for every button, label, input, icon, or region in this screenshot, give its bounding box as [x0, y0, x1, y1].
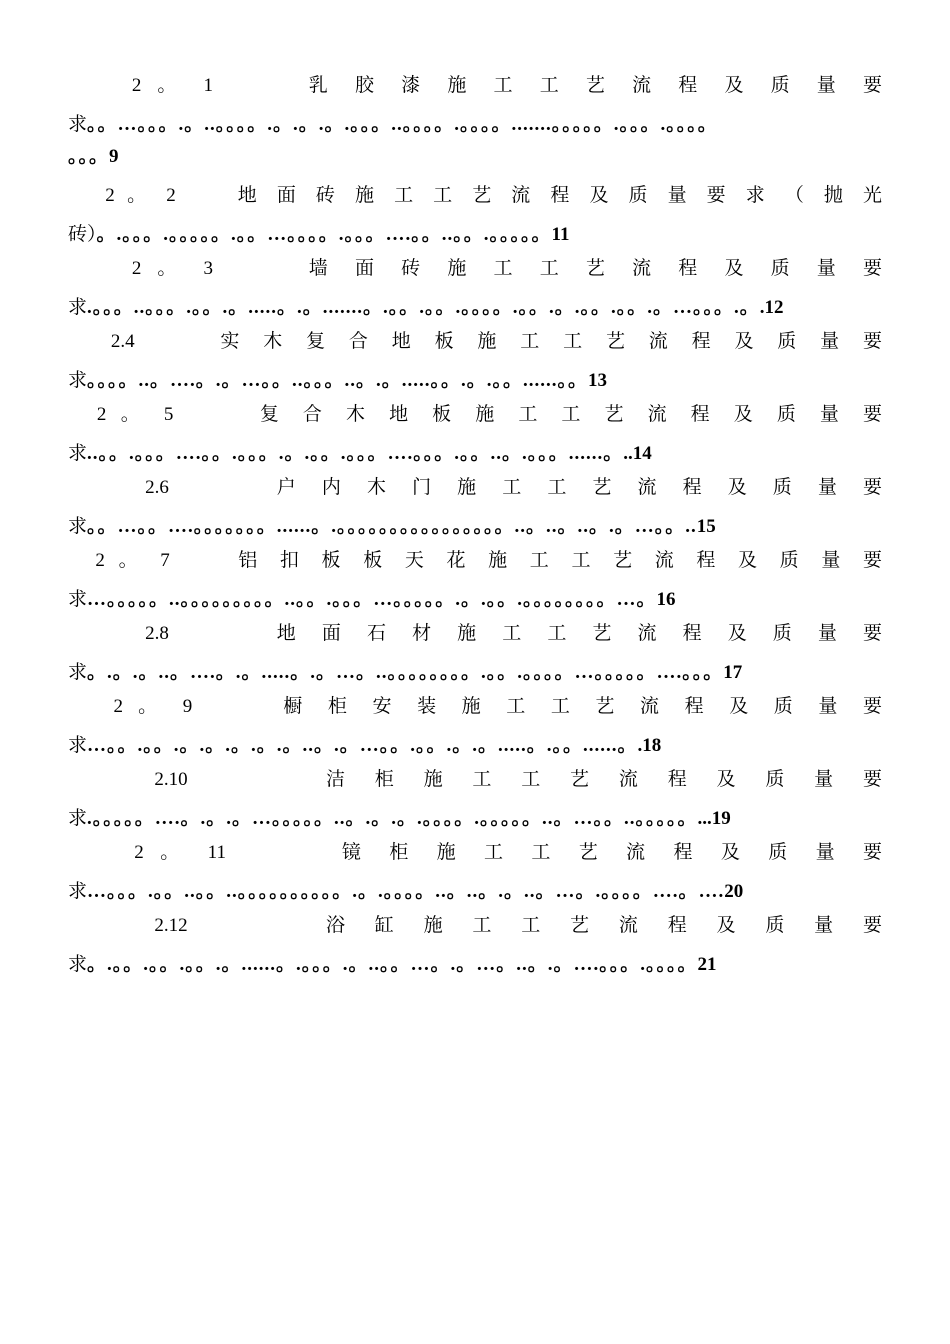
- toc-entry[interactable]: [68, 765, 882, 834]
- toc-leader-lead: 求: [68, 662, 88, 683]
- toc-entry-leader: [68, 658, 882, 688]
- toc-entry[interactable]: [68, 181, 882, 250]
- toc-entry-title: 2.4 实 木 复 合 地 板 施 工 工 艺 流 程 及 质 量 要: [68, 331, 882, 352]
- toc-entry-leader: [68, 110, 882, 140]
- toc-leader-lead: 求: [68, 114, 88, 135]
- toc-entry[interactable]: [68, 400, 882, 469]
- toc-leader-lead: 求: [68, 589, 88, 610]
- toc-entry-leader: [68, 731, 882, 761]
- toc-entry-leader: [68, 877, 882, 907]
- toc-entry-leader: [68, 220, 882, 250]
- toc-leader-dots: 。.。。.。。.。。.。......。.。。。.。..。。…。.。…。..。.。….。。。.。。。。: [87, 954, 698, 975]
- toc-page-number: 21: [697, 954, 717, 975]
- toc-entry-leader: [68, 585, 882, 615]
- toc-entry-title: 2 。 3 墙 面 砖 施 工 工 艺 流 程 及 质 量 要: [68, 258, 882, 279]
- toc-leader-lead: 求: [68, 370, 88, 391]
- toc-entry[interactable]: [68, 838, 882, 907]
- toc-page-number: 20: [724, 881, 744, 902]
- toc-entry-leader: [68, 439, 882, 469]
- toc-page-number: 15: [696, 516, 716, 537]
- toc-leader-lead: 求: [68, 735, 88, 756]
- toc-entry-title: 2.12 浴 缸 施 工 工 艺 流 程 及 质 量 要: [68, 915, 882, 936]
- toc-leader-dots: 。.。.。..。….。.。.....。.。…。..。。。。。。。。.。。.。。。。…。。。。。….。。。: [87, 662, 724, 683]
- toc-page-number: 11: [551, 224, 570, 245]
- toc-entry[interactable]: [68, 619, 882, 688]
- toc-leader-dots: …。。.。。.。.。.。.。.。..。.。…。。.。。.。.。.....。.。。......。: [87, 735, 638, 756]
- toc-entry[interactable]: [68, 473, 882, 542]
- toc-entry[interactable]: [68, 71, 882, 172]
- toc-entry[interactable]: [68, 911, 882, 980]
- toc-page-number: ..14: [623, 443, 652, 464]
- toc-entry-leader: [68, 804, 882, 834]
- toc-leader-dots: 。.。。。.。。。。。.。。…。。。。.。。。….。。..。。.。。。。。: [96, 224, 552, 245]
- toc-page-number: .18: [637, 735, 662, 756]
- toc-leader-dots: 。。。。..。….。.。…。。..。。。..。.。.....。。.。.。。......。。: [87, 370, 589, 391]
- toc-entry-title: 2.6 户 内 木 门 施 工 工 艺 流 程 及 质 量 要: [68, 477, 882, 498]
- toc-leader-dots: …。。。。。..。。。。。。。。。..。。.。。。…。。。。。.。.。。.。。。。。。。。…。: [87, 589, 657, 610]
- toc-entry-title: 2 。 11 镜 柜 施 工 工 艺 流 程 及 质 量 要: [68, 842, 882, 863]
- toc-entry[interactable]: [68, 254, 882, 323]
- toc-entry-title: 2 。 9 橱 柜 安 装 施 工 工 艺 流 程 及 质 量 要: [68, 696, 882, 717]
- toc-leader-dots: ..。。.。。。….。。.。。。.。.。。.。。。….。。。.。。..。.。。。......。: [87, 443, 624, 464]
- toc-leader-dots: .。。。..。。。.。。.。.....。.。.......。.。。.。。.。。。。.。。.。.。。.。。.。…。。。.。: [87, 297, 760, 318]
- toc-entry-title: 2.10 洁 柜 施 工 工 艺 流 程 及 质 量 要: [68, 769, 882, 790]
- toc-leader-dots: .。。。。。….。.。.。…。。。。。..。.。.。.。。。。.。。。。。..。…。。..。。。。。: [87, 808, 698, 829]
- toc-page-number: 17: [723, 662, 743, 683]
- toc-leader-lead: 砖）: [68, 224, 97, 245]
- toc-page-number: 9: [109, 146, 119, 167]
- toc-leader-lead: 求: [68, 516, 88, 537]
- toc-leader-lead: 求: [68, 954, 88, 975]
- toc-entry-leader-continued: [68, 142, 882, 172]
- toc-leader-dots: 。。…。。。.。..。。。。.。.。.。.。。。..。。。。.。。。。.......。。。。。.。。。.。。。。: [87, 114, 718, 135]
- toc-entry-leader: [68, 950, 882, 980]
- toc-entry[interactable]: [68, 692, 882, 761]
- toc-leader-dots: 。。…。。….。。。。。。。......。.。。。。。。。。。。。。。。。。..。..。..。.。…。。..: [87, 516, 697, 537]
- toc-page-number: 16: [656, 589, 676, 610]
- toc-leader-lead: 求: [68, 443, 88, 464]
- toc-page-number: ...19: [697, 808, 731, 829]
- toc-entry-title: 2 。 7 铝 扣 板 板 天 花 施 工 工 艺 流 程 及 质 量 要: [68, 550, 882, 571]
- toc-entry-title: 2 。 1 乳 胶 漆 施 工 工 艺 流 程 及 质 量 要: [68, 75, 882, 96]
- toc-leader-lead: 求: [68, 808, 88, 829]
- toc-page-number: .12: [759, 297, 784, 318]
- toc-page-number: 13: [588, 370, 608, 391]
- toc-entry-title: 2.8 地 面 石 材 施 工 工 艺 流 程 及 质 量 要: [68, 623, 882, 644]
- toc-entry-title: 2 。 5 复 合 木 地 板 施 工 工 艺 流 程 及 质 量 要: [68, 404, 882, 425]
- toc-entry-leader: [68, 366, 882, 396]
- toc-leader-dots: …。。。.。。..。。..。。。。。。。。。。.。.。。。。..。..。.。..。…。.。。。。….。….: [87, 881, 725, 902]
- toc-entry[interactable]: [68, 546, 882, 615]
- toc-entry-title: 2 。 2 地 面 砖 施 工 工 艺 流 程 及 质 量 要 求 （ 抛 光: [68, 185, 882, 206]
- toc-leader-dots: 。。。: [68, 146, 110, 167]
- toc-entry[interactable]: [68, 327, 882, 396]
- toc-entry-leader: [68, 512, 882, 542]
- toc-leader-lead: 求: [68, 297, 88, 318]
- toc-entry-leader: [68, 293, 882, 323]
- toc-leader-lead: 求: [68, 881, 88, 902]
